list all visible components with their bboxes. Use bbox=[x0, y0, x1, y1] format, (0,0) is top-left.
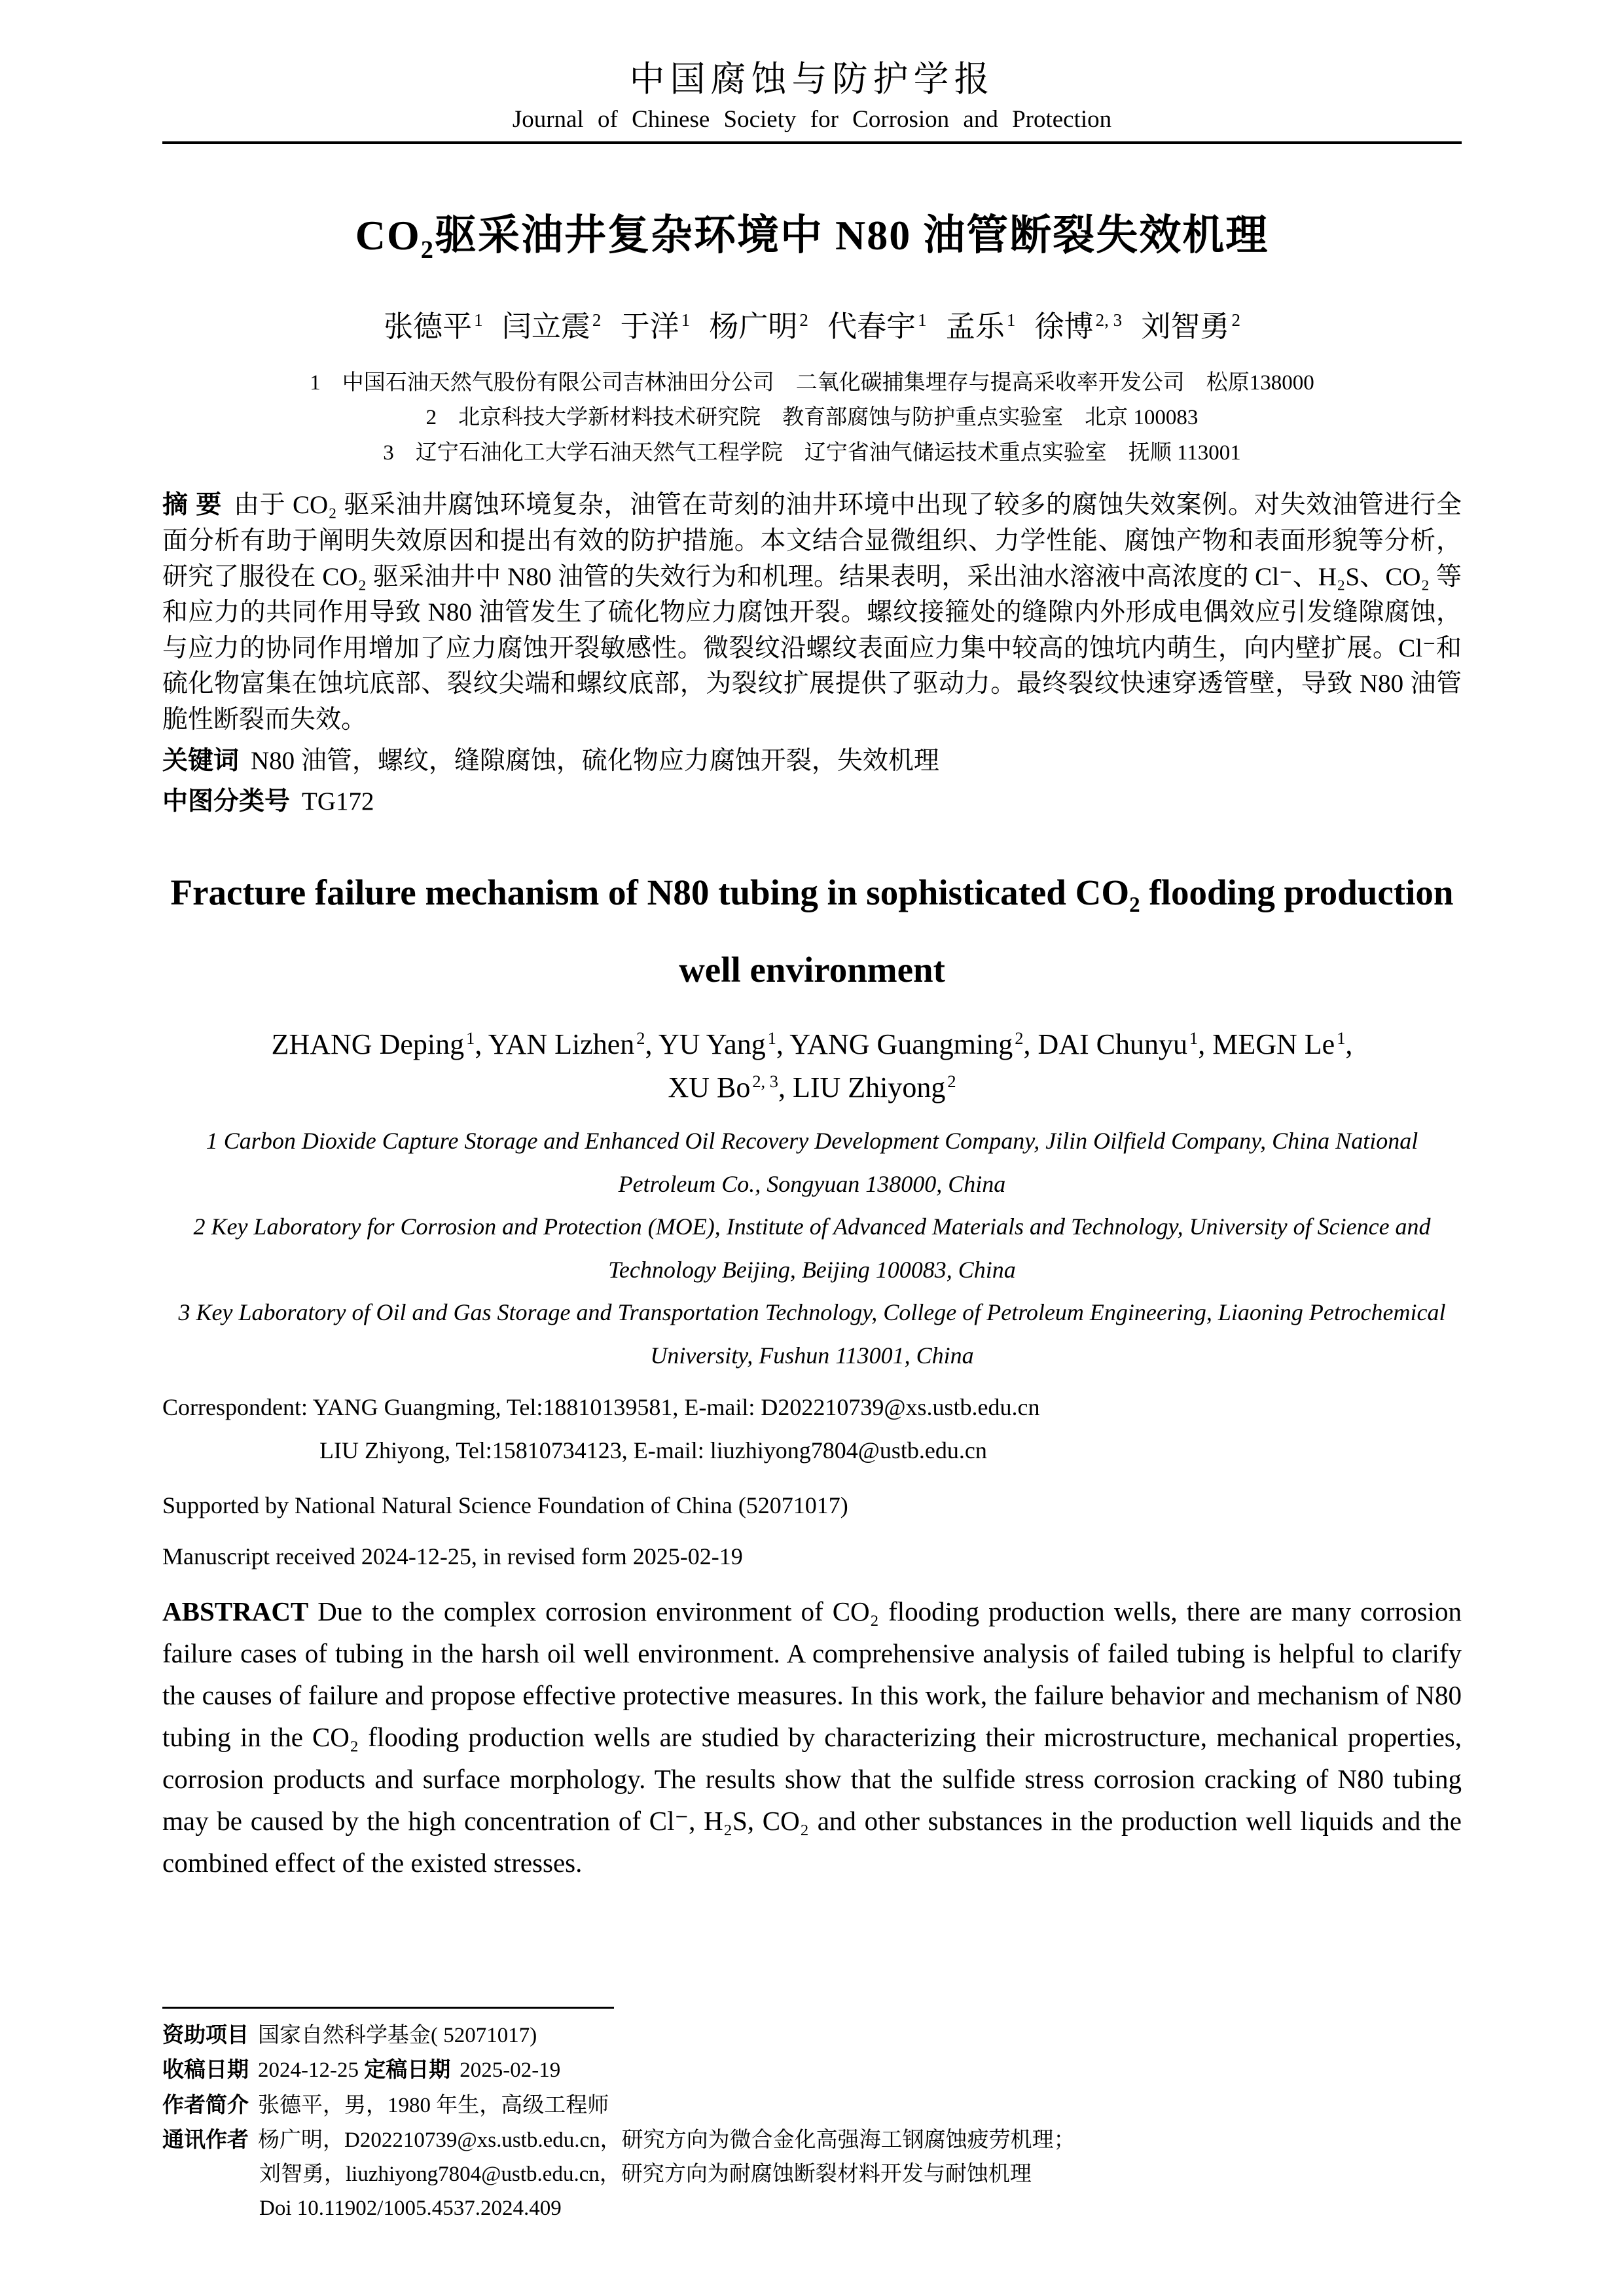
supported-note: Supported by National Natural Science Foundation of China (52071017) bbox=[162, 1492, 848, 1519]
author-zh-name: 闫立震 bbox=[501, 310, 590, 343]
author-en-name: DAI Chunyu bbox=[1038, 1028, 1188, 1061]
manuscript-received-note: Manuscript received 2024-12-25, in revised form 2025-02-19 bbox=[162, 1543, 743, 1570]
author-zh bbox=[621, 310, 691, 343]
abstract-zh bbox=[162, 488, 1462, 738]
author-zh-name: 张德平 bbox=[384, 310, 473, 343]
abstract-zh-text: 由于 CO₂ 驱采油井腐蚀环境复杂，油管在苛刻的油井环境中出现了较多的腐蚀失效案例。对失效油管进行全面分析有助于阐明失效原因和提出有效的防护措施。本文结合显微组织、力学性能、腐蚀产物和表面形貌等分析，研究了服役在 CO₂ 驱采油井中 N80 油管的失效行为和机理。结果表明，采出油水溶液中高浓度的 Cl⁻、H₂S、CO₂ 等和应力的共同作用导致 N80 油管发生了硫化物应力腐蚀开裂。螺纹接箍处的缝隙内外形成电偶效应引发缝隙腐蚀，与应力的协同作用增加了应力腐蚀开裂敏感性。微裂纹沿螺纹表面应力集中较高的蚀坑内萌生，向内壁扩展。Cl⁻和硫化物富集在蚀坑底部、裂纹尖端和螺纹底部，为裂纹扩展提供了驱动力。最终裂纹快速穿透管壁，导致 N80 油管脆性断裂而失效。 bbox=[162, 491, 1462, 734]
fund-line bbox=[162, 2018, 1462, 2053]
author-en-affiliation-sup: 2 bbox=[947, 1071, 956, 1091]
received-date-value: 2024-12-25 bbox=[258, 2058, 365, 2083]
corresponding-author-line-1 bbox=[162, 2123, 1462, 2157]
author-en bbox=[659, 1028, 776, 1060]
author-bio-line bbox=[162, 2088, 1462, 2123]
affiliation-zh: 2 北京科技大学新材料技术研究院 教育部腐蚀与防护重点实验室 北京 100083 bbox=[425, 406, 1199, 430]
author-zh-affiliation-sup: 2, 3 bbox=[1095, 310, 1123, 330]
author-bio-text: 张德平，男，1980 年生，高级工程师 bbox=[258, 2093, 609, 2117]
abstract-zh-label: 摘 要 bbox=[162, 491, 223, 520]
author-en-name: MEGN Le bbox=[1212, 1028, 1335, 1061]
clc-value: TG172 bbox=[302, 787, 374, 816]
abstract-en-text: Due to the complex corrosion environment of CO₂ flooding production wells, there are many corrosion failure cases of tubing in the harsh oil well environment. A comprehensive analysis of failed tubing is helpful to clarify the causes of failure and propose effective protective measures. In this work, the failure behavior and mechanism of N80 tubing in the CO₂ flooding production wells are studied by characterizing their microstructure, mechanical properties, corrosion products and surface morphology. The results show that the sulfide stress corrosion cracking of N80 tubing may be caused by the high concentration of Cl⁻, H₂S, CO₂ and other substances in the production well liquids and the combined effect of the existed stresses. bbox=[162, 1596, 1462, 1878]
author-en bbox=[272, 1028, 475, 1060]
clc-line bbox=[162, 784, 1462, 820]
article-title-zh: CO₂驱采油井复杂环境中 N80 油管断裂失效机理 bbox=[355, 212, 1269, 259]
author-zh bbox=[1141, 310, 1240, 343]
author-zh bbox=[502, 310, 602, 343]
author-en-separator: , bbox=[776, 1028, 790, 1061]
author-zh bbox=[946, 310, 1016, 343]
author-zh bbox=[709, 310, 808, 343]
footnote-rule bbox=[162, 2007, 614, 2009]
correspondent-line-1: Correspondent: YANG Guangming, Tel:18810139581, E-mail: D202210739@xs.ustb.edu.cn bbox=[162, 1394, 1040, 1421]
author-en-name: YU Yang bbox=[658, 1028, 766, 1061]
author-zh-name: 代春宇 bbox=[827, 310, 916, 343]
author-zh-affiliation-sup: 1 bbox=[1006, 310, 1016, 330]
keywords-text: N80 油管，螺纹，缝隙腐蚀，硫化物应力腐蚀开裂，失效机理 bbox=[251, 746, 939, 775]
author-zh-name: 孟乐 bbox=[945, 310, 1005, 343]
author-en-separator: , bbox=[1023, 1028, 1038, 1061]
corresponding-author-line-2: 刘智勇，liuzhiyong7804@ustb.edu.cn，研究方向为耐腐蚀断裂材料开发与耐蚀机理 bbox=[259, 2162, 1032, 2186]
author-en-affiliation-sup: 1 bbox=[1337, 1028, 1346, 1048]
affiliation-en: 3 Key Laboratory of Oil and Gas Storage and Transportation Technology, College of Petroleum Engineering, Liaoning Petrochemical University, Fushun 113001, China bbox=[178, 1299, 1446, 1369]
author-en-name: YAN Lizhen bbox=[488, 1028, 635, 1061]
dates-line bbox=[162, 2053, 1462, 2087]
author-zh-affiliation-sup: 1 bbox=[474, 310, 483, 330]
author-zh bbox=[1035, 310, 1123, 343]
author-en-name: XU Bo bbox=[668, 1071, 751, 1104]
author-en-affiliation-sup: 2 bbox=[1015, 1028, 1024, 1048]
authors-en-list bbox=[256, 1023, 1369, 1109]
author-en-name: YANG Guangming bbox=[789, 1028, 1013, 1061]
author-en-affiliation-sup: 2 bbox=[636, 1028, 645, 1048]
affiliation-zh: 3 辽宁石油化工大学石油天然气工程学院 辽宁省油气储运技术重点实验室 抚顺 113001 bbox=[383, 440, 1241, 465]
author-en bbox=[789, 1028, 1023, 1060]
fund-text: 国家自然科学基金( 52071017) bbox=[258, 2024, 537, 2048]
abstract-en-label: ABSTRACT bbox=[162, 1596, 309, 1627]
corresponding-author-label: 通讯作者 bbox=[162, 2126, 249, 2151]
fund-label: 资助项目 bbox=[162, 2022, 249, 2047]
author-en bbox=[488, 1028, 645, 1060]
author-zh-affiliation-sup: 1 bbox=[681, 310, 691, 330]
author-en-separator: , bbox=[778, 1071, 793, 1104]
accepted-date-label: 定稿日期 bbox=[364, 2057, 451, 2082]
author-en-name: LIU Zhiyong bbox=[792, 1071, 946, 1104]
author-zh-name: 徐博 bbox=[1034, 310, 1094, 343]
author-en bbox=[1038, 1028, 1198, 1060]
author-en-affiliation-sup: 1 bbox=[767, 1028, 776, 1048]
affiliation-zh: 1 中国石油天然气股份有限公司吉林油田分公司 二氧化碳捕集埋存与提高采收率开发公司 松原138000 bbox=[310, 371, 1314, 395]
keywords-line bbox=[162, 744, 1462, 780]
author-en bbox=[1212, 1028, 1345, 1060]
abstract-en bbox=[162, 1591, 1462, 1884]
author-zh-name: 于洋 bbox=[620, 310, 679, 343]
author-zh-affiliation-sup: 1 bbox=[918, 310, 927, 330]
clc-label: 中图分类号 bbox=[162, 787, 291, 816]
author-en bbox=[793, 1071, 956, 1103]
corresponding-author-text-1: 杨广明，D202210739@xs.ustb.edu.cn，研究方向为微合金化高强海工钢腐蚀疲劳机理； bbox=[258, 2128, 1075, 2152]
author-en-separator: , bbox=[475, 1028, 488, 1061]
affiliations-zh-list bbox=[162, 366, 1462, 471]
author-zh-name: 刘智勇 bbox=[1141, 310, 1230, 343]
correspondence-block bbox=[162, 1386, 1462, 1472]
affiliations-en-list bbox=[162, 1120, 1462, 1377]
affiliation-en: 2 Key Laboratory for Corrosion and Protection (MOE), Institute of Advanced Materials and Technology, University of Science and Technology Beijing, Beijing 100083, China bbox=[193, 1213, 1431, 1283]
author-en-affiliation-sup: 2, 3 bbox=[752, 1071, 778, 1091]
correspondent-line-2: LIU Zhiyong, Tel:15810734123, E-mail: liuzhiyong7804@ustb.edu.cn bbox=[319, 1437, 987, 1463]
author-en-affiliation-sup: 1 bbox=[1189, 1028, 1199, 1048]
doi-line: Doi 10.11902/1005.4537.2024.409 bbox=[259, 2196, 562, 2220]
article-title-en: Fracture failure mechanism of N80 tubing in sophisticated CO₂ flooding production well environment bbox=[170, 872, 1454, 990]
author-en-name: ZHANG Deping bbox=[271, 1028, 465, 1061]
author-zh-affiliation-sup: 2 bbox=[592, 310, 602, 330]
keywords-label: 关键词 bbox=[162, 746, 240, 775]
author-zh bbox=[384, 310, 483, 343]
author-en-separator: , bbox=[1198, 1028, 1213, 1061]
header-rule bbox=[162, 141, 1462, 144]
journal-title-zh: 中国腐蚀与防护学报 bbox=[629, 60, 995, 99]
author-zh-affiliation-sup: 2 bbox=[799, 310, 808, 330]
author-bio-label: 作者简介 bbox=[162, 2092, 249, 2117]
footnote-block bbox=[162, 2007, 1462, 2225]
author-en-separator: , bbox=[645, 1028, 659, 1061]
journal-header bbox=[162, 51, 1462, 144]
author-en-separator: , bbox=[1345, 1028, 1353, 1061]
author-zh-affiliation-sup: 2 bbox=[1231, 310, 1240, 330]
author-zh bbox=[827, 310, 927, 343]
author-en bbox=[668, 1071, 778, 1103]
affiliation-en: 1 Carbon Dioxide Capture Storage and Enhanced Oil Recovery Development Company, Jilin Oilfield Company, China National Petroleum Co., Songyuan 138000, China bbox=[206, 1128, 1418, 1197]
authors-zh-list bbox=[162, 302, 1462, 345]
received-date-label: 收稿日期 bbox=[162, 2057, 249, 2082]
journal-title-en: Journal of Chinese Society for Corrosion and Protection bbox=[512, 106, 1112, 133]
author-zh-name: 杨广明 bbox=[709, 310, 798, 343]
accepted-date-value: 2025-02-19 bbox=[460, 2058, 561, 2083]
author-en-affiliation-sup: 1 bbox=[466, 1028, 475, 1048]
